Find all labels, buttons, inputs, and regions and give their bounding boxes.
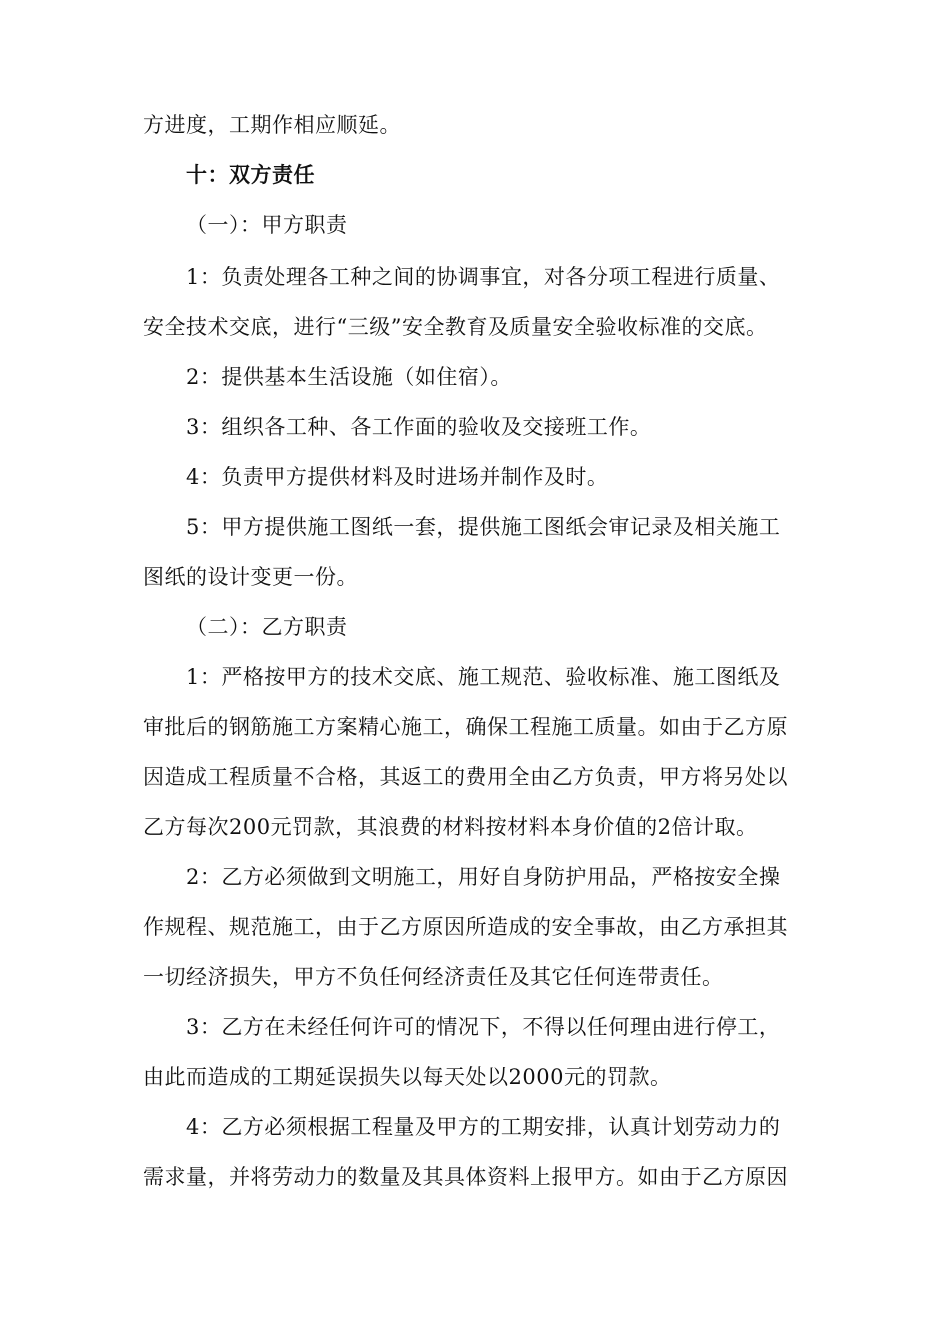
text-line: 一切经济损失，甲方不负任何经济责任及其它任何连带责任。 bbox=[143, 965, 724, 989]
text-line: 2：提供基本生活设施（如住宿）。 bbox=[186, 365, 512, 389]
text-line: 作规程、规范施工，由于乙方原因所造成的安全事故，由乙方承担其 bbox=[143, 915, 788, 939]
text-line: 方进度，工期作相应顺延。 bbox=[143, 113, 401, 137]
text-line: 4：乙方必须根据工程量及甲方的工期安排，认真计划劳动力的 bbox=[186, 1115, 781, 1139]
text-line: 5：甲方提供施工图纸一套，提供施工图纸会审记录及相关施工 bbox=[186, 515, 781, 539]
text-line: 安全技术交底，进行“三级”安全教育及质量安全验收标准的交底。 bbox=[143, 315, 768, 339]
section-heading: 十：双方责任 bbox=[186, 162, 315, 187]
text-line: 因造成工程质量不合格，其返工的费用全由乙方负责，甲方将另处以 bbox=[143, 765, 788, 789]
text-line: 需求量，并将劳动力的数量及其具体资料上报甲方。如由于乙方原因 bbox=[143, 1165, 788, 1189]
text-line: 乙方每次200元罚款，其浪费的材料按材料本身价值的2倍计取。 bbox=[143, 815, 758, 839]
text-line: 3：组织各工种、各工作面的验收及交接班工作。 bbox=[186, 415, 652, 439]
subsection-heading: （二）：乙方职责 bbox=[186, 615, 348, 639]
subsection-heading: （一）：甲方职责 bbox=[186, 213, 348, 237]
text-line: 1：负责处理各工种之间的协调事宜，对各分项工程进行质量、 bbox=[186, 265, 781, 289]
text-line: 由此而造成的工期延误损失以每天处以2000元的罚款。 bbox=[143, 1065, 672, 1089]
text-line: 3：乙方在未经任何许可的情况下，不得以任何理由进行停工， bbox=[186, 1015, 781, 1039]
text-line: 2：乙方必须做到文明施工，用好自身防护用品，严格按安全操 bbox=[186, 865, 781, 889]
text-line: 审批后的钢筋施工方案精心施工，确保工程施工质量。如由于乙方原 bbox=[143, 715, 788, 739]
text-line: 4：负责甲方提供材料及时进场并制作及时。 bbox=[186, 465, 609, 489]
text-line: 图纸的设计变更一份。 bbox=[143, 565, 358, 589]
text-line: 1：严格按甲方的技术交底、施工规范、验收标准、施工图纸及 bbox=[186, 665, 781, 689]
